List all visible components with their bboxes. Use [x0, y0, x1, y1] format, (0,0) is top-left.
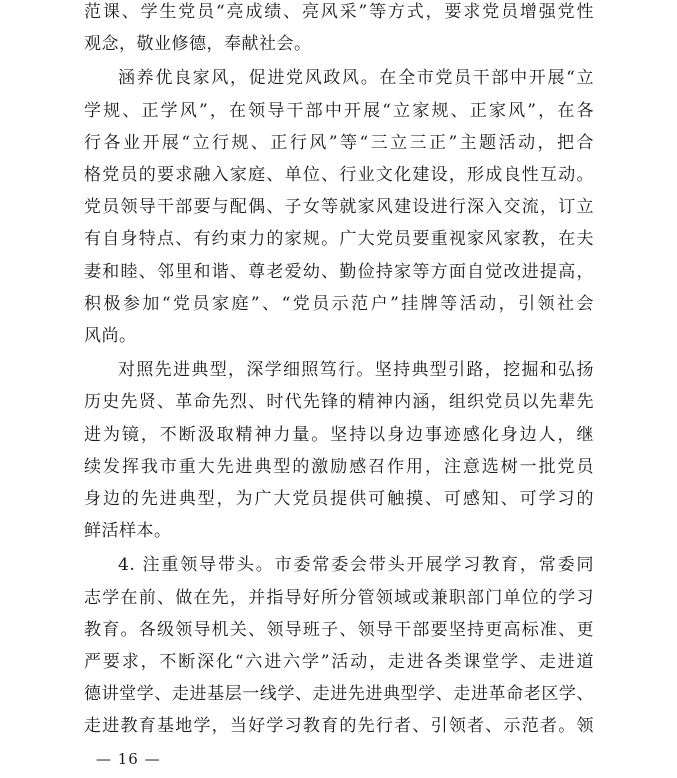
text-line: 4. 注重领导带头。市委常委会带头开展学习教育，常委同 [118, 555, 594, 575]
text-line: 进为镜，不断汲取精神力量。坚持以身边事迹感化身边人，继 [84, 425, 594, 445]
text-line: 严要求，不断深化“六进六学”活动，走进各类课堂学、走进道 [84, 652, 594, 672]
text-line: 德讲堂学、走进基层一线学、走进先进典型学、走进革命老区学、 [84, 684, 594, 704]
text-line: 身边的先进典型，为广大党员提供可触摸、可感知、可学习的 [84, 489, 594, 509]
text-line: 涵养优良家风，促进党风政风。在全市党员干部中开展“立 [118, 68, 594, 88]
text-line: 行各业开展“立行规、正行风”等“三立三正”主题活动，把合 [84, 133, 594, 153]
text-line: 续发挥我市重大先进典型的激励感召作用，注意选树一批党员 [84, 457, 594, 477]
text-line: 风尚。 [84, 326, 137, 346]
text-line: 妻和睦、邻里和谐、尊老爱幼、勤俭持家等方面自觉改进提高， [84, 262, 594, 282]
text-line: 观念，敬业修德，奉献社会。 [84, 34, 312, 54]
text-line: 历史先贤、革命先烈、时代先锋的精神内涵，组织党员以先辈先 [84, 392, 594, 412]
text-line: 学规、正学风”，在领导干部中开展“立家规、正家风”，在各 [84, 101, 594, 121]
text-line: 格党员的要求融入家庭、单位、行业文化建设，形成良性互动。 [84, 165, 594, 185]
text-line: 走进教育基地学，当好学习教育的先行者、引领者、示范者。领 [84, 716, 594, 736]
text-line: 志学在前、做在先，并指导好所分管领域或兼职部门单位的学习 [84, 588, 594, 608]
text-line: 范课、学生党员“亮成绩、亮风采”等方式，要求党员增强党性 [84, 2, 594, 22]
text-line: 有自身特点、有约束力的家规。广大党员要重视家风家教，在夫 [84, 229, 594, 249]
text-line: 积极参加“党员家庭”、“党员示范户”挂牌等活动，引领社会 [84, 294, 594, 314]
text-line: 党员领导干部要与配偶、子女等就家风建设进行深入交流，订立 [84, 197, 594, 217]
text-line: 鲜活样本。 [84, 521, 172, 541]
text-line: 教育。各级领导机关、领导班子、领导干部要坚持更高标准、更 [84, 620, 594, 640]
text-line: 对照先进典型，深学细照笃行。坚持典型引路，挖掘和弘扬 [118, 360, 594, 380]
page-number: — 16 — [96, 750, 161, 768]
